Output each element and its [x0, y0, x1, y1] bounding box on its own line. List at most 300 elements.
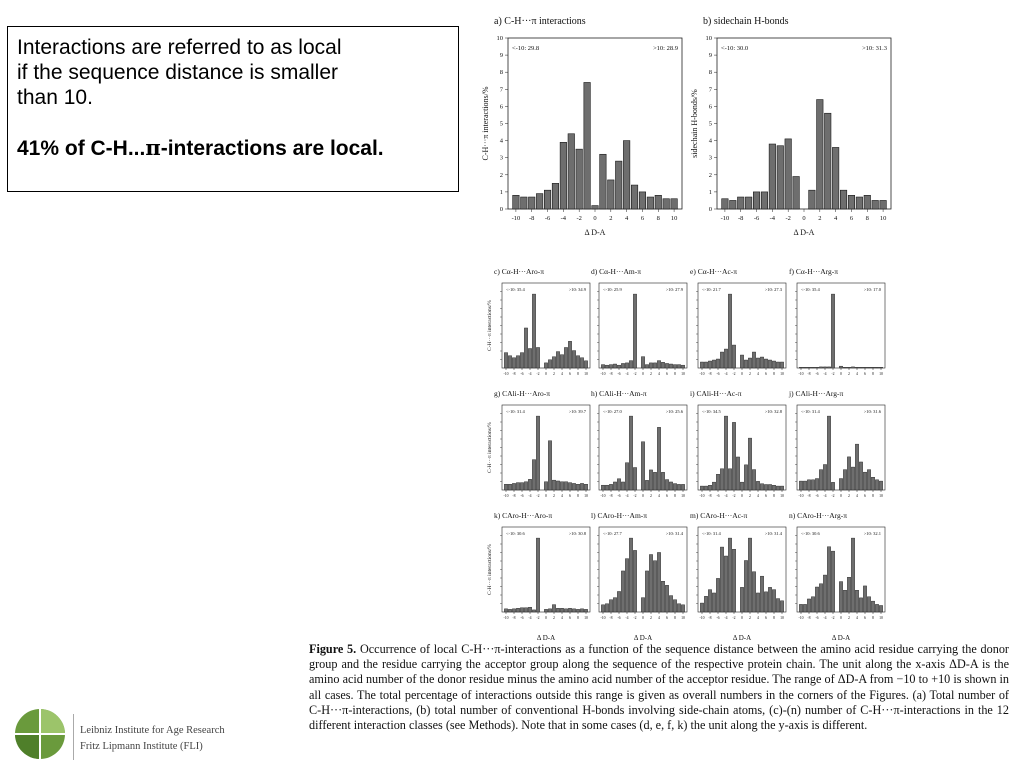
panel-1-xtick-label: -2	[785, 215, 791, 222]
panel-13-title: n) CAro-H···Arg-π	[789, 511, 848, 520]
panel-3-title: d) Cα-H···Am-π	[591, 267, 641, 276]
panel-3-bar	[645, 365, 648, 368]
panel-5-corner-left: <-10: 35.4	[801, 287, 820, 292]
panel-5-bar	[839, 366, 842, 368]
panel-0-bar	[513, 195, 519, 209]
panel-12-bar	[720, 547, 723, 612]
panel-1-bar	[730, 200, 736, 209]
panel-8-xtick-label: 10	[780, 494, 784, 498]
panel-9-xtick-label: 10	[879, 494, 883, 498]
figure-label: Figure 5.	[309, 642, 357, 656]
panel-0-bar	[639, 192, 645, 209]
panel-4-bar	[744, 360, 747, 368]
panel-6-bar	[520, 483, 523, 490]
panel-8-corner-right: >10: 32.8	[764, 409, 782, 414]
panel-1-bar	[856, 197, 862, 209]
panel-1-xtick-label: 2	[818, 215, 822, 222]
panel-3-xtick-label: 4	[658, 372, 660, 376]
panel-5-xtick-label: 8	[872, 372, 874, 376]
panel-12-bar	[724, 556, 727, 612]
panel-8-bar	[744, 465, 747, 490]
panel-10-xtick-label: -8	[512, 616, 516, 620]
panel-12-xtick-label: -6	[716, 616, 720, 620]
panel-7-title: h) CAli-H···Am-π	[591, 389, 647, 398]
panel-9-corner-left: <-10: 31.4	[801, 409, 820, 414]
panel-5-bar	[827, 367, 830, 368]
panel-1-xtick-label: 8	[865, 215, 869, 222]
panel-13-bar	[803, 604, 806, 612]
panel-0-bar	[521, 197, 527, 209]
panel-9-bar	[871, 477, 874, 490]
panel-1-xtick-label: 6	[849, 215, 854, 222]
panel-3-xtick-label: 0	[642, 372, 644, 376]
panel-12-xtick-label: 2	[749, 616, 751, 620]
panel-11-bar	[645, 571, 648, 612]
panel-12-xtick-label: 10	[780, 616, 784, 620]
panel-11-bar	[621, 571, 624, 612]
panel-4-corner-right: >10: 27.3	[764, 287, 782, 292]
panel-13-xtick-label: -4	[823, 616, 827, 620]
panel-2-xtick-label: -8	[512, 372, 516, 376]
panel-7-bar	[669, 482, 672, 490]
panel-12-xtick-label: -4	[724, 616, 728, 620]
panel-0-ytick-label: 7	[499, 86, 503, 94]
panel-11-corner-right: >10: 31.4	[665, 531, 683, 536]
panel-7-corner-right: >10: 25.6	[665, 409, 683, 414]
panel-12-bar	[740, 587, 743, 612]
panel-10-bar	[552, 605, 555, 612]
panel-0-ytick-label: 3	[499, 154, 503, 162]
panel-5-bar	[807, 367, 810, 368]
panel-8-bar	[720, 469, 723, 490]
panel-8-xtick-label: 0	[741, 494, 743, 498]
panel-9-bar	[875, 480, 878, 490]
panel-2-bar	[568, 341, 571, 368]
panel-11-xtick-label: -10	[600, 616, 606, 620]
panel-4-bar	[724, 349, 727, 368]
panel-13-xtick-label: -10	[798, 616, 804, 620]
panel-6-bar	[548, 441, 551, 490]
panel-7-bar	[649, 470, 652, 490]
panel-7-bar	[629, 416, 632, 490]
panel-2-title: c) Cα-H···Aro-π	[494, 267, 544, 276]
panel-11-bar	[681, 605, 684, 612]
panel-9-bar	[799, 481, 802, 490]
panel-3-xtick-label: 6	[666, 372, 668, 376]
panel-10-corner-left: <-10: 30.6	[506, 531, 525, 536]
panel-6-title: g) CAli-H···Aro-π	[494, 389, 551, 398]
panel-0-xtick-label: -2	[576, 215, 582, 222]
panel-1-bar	[832, 147, 838, 209]
panel-5-xtick-label: 0	[840, 372, 842, 376]
panel-1-ytick-label: 2	[708, 171, 712, 179]
panel-0-bar	[608, 180, 614, 209]
panel-13-bar	[851, 538, 854, 612]
panel-1-title: b) sidechain H-bonds	[703, 16, 789, 27]
panel-1-bar	[753, 192, 759, 209]
panel-6-xtick-label: 8	[577, 494, 579, 498]
panel-9-xtick-label: 8	[872, 494, 874, 498]
panel-3-bar	[625, 363, 628, 368]
panel-0-bar	[560, 142, 566, 209]
row-2-ylabel: C-H···π interactions/%	[487, 544, 493, 595]
panel-12-bar	[748, 538, 751, 612]
panel-2-bar	[572, 351, 575, 368]
panel-6-bar	[580, 483, 583, 490]
panel-10-bar	[572, 609, 575, 612]
row-0-ylabel: C-H···π interactions/%	[487, 300, 493, 351]
panel-7-bar	[645, 480, 648, 490]
panel-2-xtick-label: 2	[553, 372, 555, 376]
panel-1-bar	[809, 190, 815, 209]
panel-8-xtick-label: -6	[716, 494, 720, 498]
panel-4-bar	[712, 360, 715, 368]
panel-8-bar	[732, 422, 735, 490]
panel-0-xtick-label: 6	[640, 215, 645, 222]
panel-3-corner-right: >10: 27.9	[665, 287, 683, 292]
panel-10-bar	[524, 608, 527, 612]
panel-8-bar	[716, 474, 719, 490]
panel-0-ytick-label: 0	[499, 206, 503, 213]
panel-2-bar	[512, 358, 515, 368]
panel-1-bar	[824, 113, 830, 209]
panel-6-bar	[568, 483, 571, 490]
panel-13-bar	[879, 605, 882, 612]
panel-13-corner-left: <-10: 30.6	[801, 531, 820, 536]
panel-10-bar	[568, 608, 571, 612]
panel-11-bar	[661, 581, 664, 612]
panel-4-xtick-label: -10	[699, 372, 705, 376]
panel-12-bar	[700, 603, 703, 612]
panel-5-xtick-label: -2	[831, 372, 835, 376]
panel-3-bar	[677, 365, 680, 368]
panel-13-bar	[815, 587, 818, 612]
panel-12-bar	[712, 593, 715, 612]
panel-7-xtick-label: 4	[658, 494, 660, 498]
panel-10-title: k) CAro-H···Aro-π	[494, 511, 553, 520]
panel-2-xtick-label: 0	[545, 372, 547, 376]
panel-11-xtick-label: 8	[674, 616, 676, 620]
panel-1-bar	[761, 192, 767, 209]
panel-6-xtick-label: -8	[512, 494, 516, 498]
panel-3-xtick-label: 2	[650, 372, 652, 376]
panel-13-corner-right: >10: 32.1	[863, 531, 881, 536]
panel-7-bar	[665, 480, 668, 490]
panel-12-bar	[716, 578, 719, 612]
panel-8-xtick-label: 4	[757, 494, 759, 498]
panel-1-bar	[880, 200, 886, 209]
leaf-logo-icon	[10, 706, 70, 762]
panel-7-xtick-label: -4	[625, 494, 629, 498]
panel-1-xtick-label: 0	[802, 215, 806, 222]
panel-7-xtick-label: -6	[617, 494, 621, 498]
panel-9-bar	[827, 416, 830, 490]
panel-4-xtick-label: 0	[741, 372, 743, 376]
panel-8-bar	[724, 416, 727, 490]
panel-8-bar	[712, 482, 715, 490]
panel-2-bar	[560, 355, 563, 368]
panel-13-bar	[843, 590, 846, 612]
panel-2-bar	[544, 363, 547, 368]
panel-1-bar	[817, 100, 823, 209]
panel-8-bar	[708, 485, 711, 490]
panel-5-xtick-label: 4	[856, 372, 858, 376]
panel-4-xtick-label: -8	[708, 372, 712, 376]
panel-0-title: a) C-H···π interactions	[494, 16, 586, 27]
panel-4-bar	[780, 362, 783, 368]
panel-9-xtick-label: 4	[856, 494, 858, 498]
panel-8-xtick-label: 2	[749, 494, 751, 498]
panel-4-bar	[760, 357, 763, 368]
panel-7-xtick-label: 10	[681, 494, 685, 498]
panel-6-bar	[524, 482, 527, 490]
panel-0-bar	[544, 190, 550, 209]
panel-9-xtick-label: 2	[848, 494, 850, 498]
panel-9-bar	[839, 479, 842, 490]
panel-11-bar	[609, 600, 612, 612]
panel-10-frame	[502, 527, 590, 612]
panel-0-bar	[623, 141, 629, 209]
panel-10-bar	[536, 538, 539, 612]
panel-6-bar	[516, 483, 519, 490]
panel-7-bar	[661, 472, 664, 490]
panel-2-bar	[536, 347, 539, 368]
panel-7-bar	[681, 484, 684, 490]
panel-9-xtick-label: -8	[807, 494, 811, 498]
panel-12-bar	[768, 587, 771, 612]
panel-1-xtick-label: -4	[769, 215, 776, 222]
panel-8-bar	[704, 486, 707, 490]
panel-0-ytick-label: 2	[499, 171, 503, 179]
panel-3-bar	[657, 361, 660, 368]
panel-6-bar	[584, 484, 587, 490]
panel-1-ytick-label: 9	[708, 52, 712, 60]
panel-13-bar	[875, 604, 878, 612]
panel-4-xtick-label: 4	[757, 372, 759, 376]
panel-6-bar	[544, 482, 547, 490]
panel-10-bar	[544, 609, 547, 612]
panel-8-bar	[756, 481, 759, 490]
panel-2-bar	[504, 353, 507, 368]
panel-10-bar	[560, 608, 563, 612]
panel-0-bar	[584, 82, 590, 209]
panel-10-bar	[516, 608, 519, 612]
panel-7-bar	[625, 463, 628, 490]
panel-3-xtick-label: -6	[617, 372, 621, 376]
panel-0-corner-right: >10: 28.9	[653, 45, 678, 52]
panel-3-bar	[629, 361, 632, 368]
panel-10-corner-right: >10: 30.8	[568, 531, 586, 536]
panel-13-xtick-label: 8	[872, 616, 874, 620]
panel-6-bar	[528, 479, 531, 490]
panel-7-bar	[641, 442, 644, 490]
panel-4-corner-left: <-10: 21.7	[702, 287, 721, 292]
panel-5-bar	[843, 367, 846, 368]
panel-0-bar	[647, 197, 653, 209]
panel-7-bar	[613, 482, 616, 490]
panel-7-bar	[605, 485, 608, 490]
panel-8-bar	[768, 484, 771, 490]
panel-9-bar	[879, 481, 882, 490]
panel-13-bar	[811, 597, 814, 612]
panel-11-xtick-label: -2	[633, 616, 637, 620]
panel-5-bar	[863, 367, 866, 368]
panel-9-bar	[831, 482, 834, 490]
panel-7-bar	[601, 485, 604, 490]
panel-7-xtick-label: 2	[650, 494, 652, 498]
panel-11-title: l) CAro-H···Am-π	[591, 511, 648, 520]
panel-2-xtick-label: 8	[577, 372, 579, 376]
panel-13-xtick-label: 2	[848, 616, 850, 620]
panel-6-xtick-label: -4	[528, 494, 532, 498]
panel-4-bar	[764, 359, 767, 368]
panel-10-bar	[508, 609, 511, 612]
panel-2-xtick-label: -10	[503, 372, 509, 376]
panel-12-bar	[728, 538, 731, 612]
panel-11-bar	[665, 585, 668, 612]
panel-10-bar	[528, 607, 531, 612]
panel-10-bar	[584, 609, 587, 612]
panel-11-bar	[677, 604, 680, 612]
panel-10-bar	[548, 609, 551, 612]
panel-10-bar	[532, 610, 535, 612]
panel-1-corner-right: >10: 31.3	[862, 45, 887, 52]
panel-0-bar	[552, 183, 558, 209]
panel-0-bar	[671, 199, 677, 209]
panel-13-xtick-label: 10	[879, 616, 883, 620]
panel-9-bar	[855, 444, 858, 490]
panel-1-ytick-label: 4	[708, 137, 712, 145]
panel-6-corner-right: >10: 39.7	[568, 409, 586, 414]
panel-12-xtick-label: -10	[699, 616, 705, 620]
panel-3-bar	[617, 365, 620, 368]
panel-0-bar	[536, 194, 542, 209]
panel-0-xtick-label: 2	[609, 215, 613, 222]
panel-12-corner-right: >10: 31.4	[764, 531, 782, 536]
panel-10-bar	[576, 609, 579, 612]
panel-5-bar	[811, 367, 814, 368]
panel-6-bar	[512, 483, 515, 490]
panel-13-xtick-label: -2	[831, 616, 835, 620]
panel-4-bar	[716, 359, 719, 368]
panel-8-bar	[752, 470, 755, 490]
panel-1-xtick-label: -10	[720, 215, 730, 222]
panel-4-bar	[704, 362, 707, 368]
panel-9-title: j) CAli-H···Arg-π	[789, 389, 844, 398]
panel-3-bar	[669, 364, 672, 368]
panel-10-xtick-label: 2	[553, 616, 555, 620]
panel-12-bar	[756, 593, 759, 612]
panel-7-bar	[617, 479, 620, 490]
panel-2-xtick-label: 10	[584, 372, 588, 376]
panel-10-xtick-label: 8	[577, 616, 579, 620]
institute-logo	[10, 706, 235, 762]
figure-caption	[309, 642, 1009, 733]
panel-4-title: e) Cα-H···Ac-π	[690, 267, 738, 276]
panel-13-bar	[839, 582, 842, 612]
panel-3-xtick-label: -10	[600, 372, 606, 376]
panel-5-bar	[875, 367, 878, 368]
panel-9-bar	[851, 467, 854, 490]
panel-5-bar	[879, 367, 882, 368]
panel-13-bar	[799, 604, 802, 612]
panel-1-xtick-label: -8	[738, 215, 744, 222]
panel-11-xtick-label: 4	[658, 616, 660, 620]
panel-8-bar	[772, 485, 775, 490]
panel-8-corner-left: <-10: 34.5	[702, 409, 721, 414]
panel-3-bar	[633, 294, 636, 368]
panel-7-bar	[653, 472, 656, 490]
panel-6-corner-left: <-10: 31.4	[506, 409, 525, 414]
panel-12-xtick-label: 8	[773, 616, 775, 620]
panel-3-corner-left: <-10: 25.9	[603, 287, 622, 292]
panel-12-corner-left: <-10: 31.4	[702, 531, 721, 536]
panel-3-bar	[641, 357, 644, 368]
panel-3-bar	[609, 365, 612, 368]
panel-9-bar	[811, 480, 814, 490]
panel-10-xtick-label: 6	[569, 616, 571, 620]
panel-1-corner-left: <-10: 30.0	[721, 45, 749, 52]
panel-10-bar	[564, 609, 567, 612]
panel-8-xtick-label: -2	[732, 494, 736, 498]
panel-10-xtick-label: -10	[503, 616, 509, 620]
panel-2-bar	[580, 358, 583, 368]
panel-8-xtick-label: 8	[773, 494, 775, 498]
panel-2-bar	[516, 356, 519, 368]
panel-6-bar	[576, 484, 579, 490]
panel-5-bar	[799, 367, 802, 368]
panel-11-bar	[673, 600, 676, 612]
panel-7-xtick-label: -2	[633, 494, 637, 498]
panel-13-xtick-label: 6	[864, 616, 866, 620]
panel-12-title: m) CAro-H···Ac-π	[690, 511, 748, 520]
panel-2-corner-left: <-10: 35.4	[506, 287, 525, 292]
panel-3-bar	[601, 365, 604, 368]
panel-8-xtick-label: 6	[765, 494, 767, 498]
panel-11-bar	[613, 598, 616, 612]
panel-3-bar	[621, 363, 624, 368]
panel-11-xtick-label: 6	[666, 616, 668, 620]
panel-2-bar	[524, 328, 527, 368]
panel-4-xtick-label: 10	[780, 372, 784, 376]
panel-7-bar	[633, 468, 636, 490]
panel-4-bar	[776, 362, 779, 368]
panel-6-bar	[560, 482, 563, 490]
panel-11-bar	[641, 598, 644, 612]
panel-8-frame	[698, 405, 786, 490]
panel-0-bar	[655, 195, 661, 209]
panel-8-bar	[760, 484, 763, 490]
panel-13-bar	[859, 598, 862, 612]
panel-3-xtick-label: -2	[633, 372, 637, 376]
panel-0-xtick-label: -10	[511, 215, 521, 222]
panel-9-bar	[867, 470, 870, 490]
panel-3-xtick-label: 10	[681, 372, 685, 376]
panel-5-corner-right: >10: 17.0	[863, 287, 881, 292]
panel-0-xtick-label: -8	[529, 215, 535, 222]
panel-12-bar	[744, 560, 747, 612]
panel-6-xtick-label: -2	[536, 494, 540, 498]
panel-2-frame	[502, 283, 590, 368]
panel-9-bar	[843, 470, 846, 490]
panel-11-bar	[633, 550, 636, 612]
bottom-delta-label-3: Δ D-A	[831, 634, 851, 642]
panel-10-xtick-label: -4	[528, 616, 532, 620]
panel-4-xtick-label: -2	[732, 372, 736, 376]
panel-12-bar	[780, 601, 783, 612]
panel-6-bar	[532, 460, 535, 490]
panel-0-bar	[615, 161, 621, 209]
